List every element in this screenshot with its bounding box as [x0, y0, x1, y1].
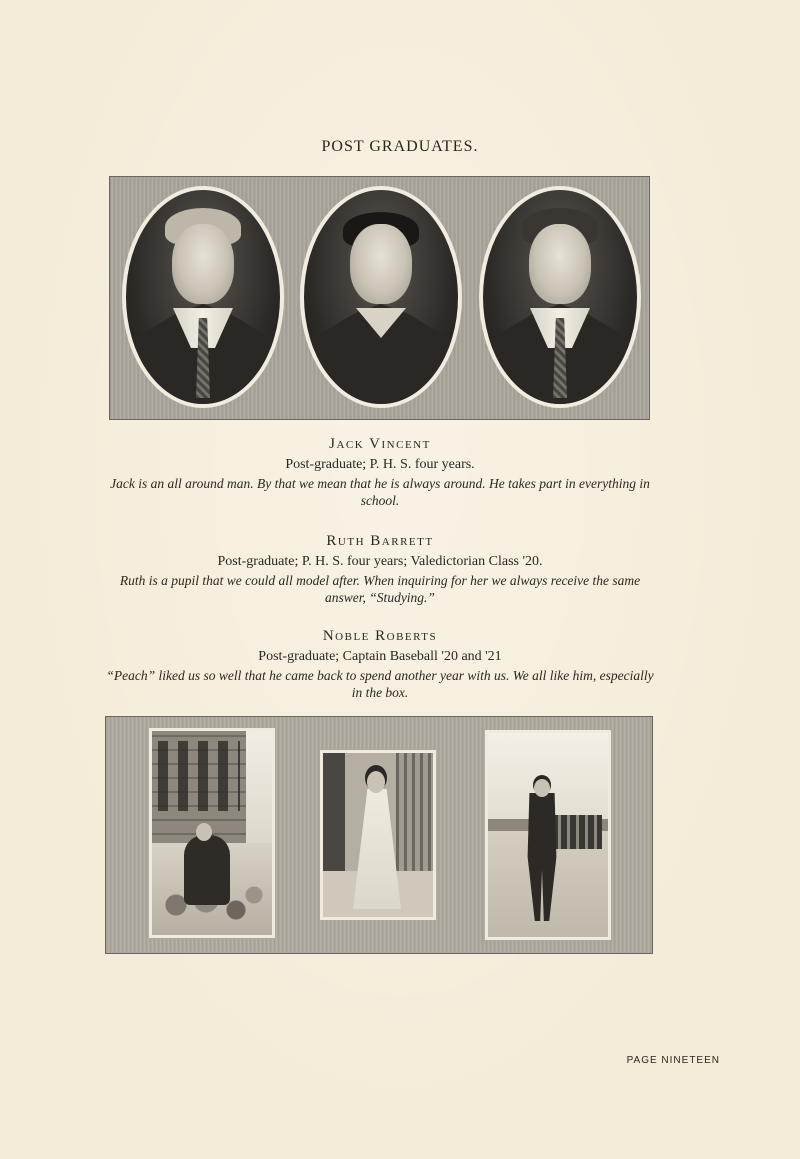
- face-shape: [529, 224, 591, 304]
- student-entry: [100, 436, 660, 509]
- snapshot-photo: [323, 753, 433, 917]
- portrait-photo: [483, 190, 637, 404]
- snapshot-school-building: [149, 728, 275, 938]
- snapshot-photo: [152, 731, 272, 935]
- face-shape: [350, 224, 412, 304]
- student-name: Noble Roberts: [322, 628, 438, 644]
- portrait-noble-roberts: [479, 186, 641, 408]
- student-name: Ruth Barrett: [326, 533, 434, 549]
- head-shape: [196, 823, 212, 841]
- snapshot-field: [485, 730, 611, 940]
- student-description: “Peach” liked us so well that he came back to spend another year with us. We all like him, especially in the box.: [106, 668, 654, 700]
- snapshot-doorway: [320, 750, 436, 920]
- portrait-jack-vincent: [122, 186, 284, 408]
- portrait-photo: [304, 190, 458, 404]
- person-shape: [184, 835, 230, 905]
- snapshot-panel: [105, 716, 653, 954]
- page-title: POST GRADUATES.: [321, 138, 479, 155]
- portrait-photo: [126, 190, 280, 404]
- snapshot-photo: [488, 733, 608, 937]
- door-shape: [396, 753, 433, 871]
- student-info: Post-graduate; Captain Baseball '20 and '21: [258, 649, 502, 664]
- student-entry: [100, 533, 660, 606]
- face-shape: [172, 224, 234, 304]
- student-entry: [100, 628, 660, 701]
- student-description: Jack is an all around man. By that we mean that he is always around. He takes part in everything in school.: [110, 476, 650, 508]
- head-shape: [367, 771, 385, 793]
- head-shape: [534, 779, 550, 797]
- page-number: PAGE NINETEEN: [626, 1055, 720, 1066]
- student-description: Ruth is a pupil that we could all model after. When inquiring for her we always receive the same answer, “Studying.”: [119, 573, 641, 605]
- windows-shape: [158, 741, 240, 811]
- portrait-ruth-barrett: [300, 186, 462, 408]
- portrait-panel: [109, 176, 650, 420]
- student-info: Post-graduate; P. H. S. four years.: [285, 457, 475, 472]
- student-info: Post-graduate; P. H. S. four years; Valedictorian Class '20.: [217, 554, 543, 569]
- crowd-shape: [552, 815, 602, 849]
- student-name: Jack Vincent: [329, 436, 431, 452]
